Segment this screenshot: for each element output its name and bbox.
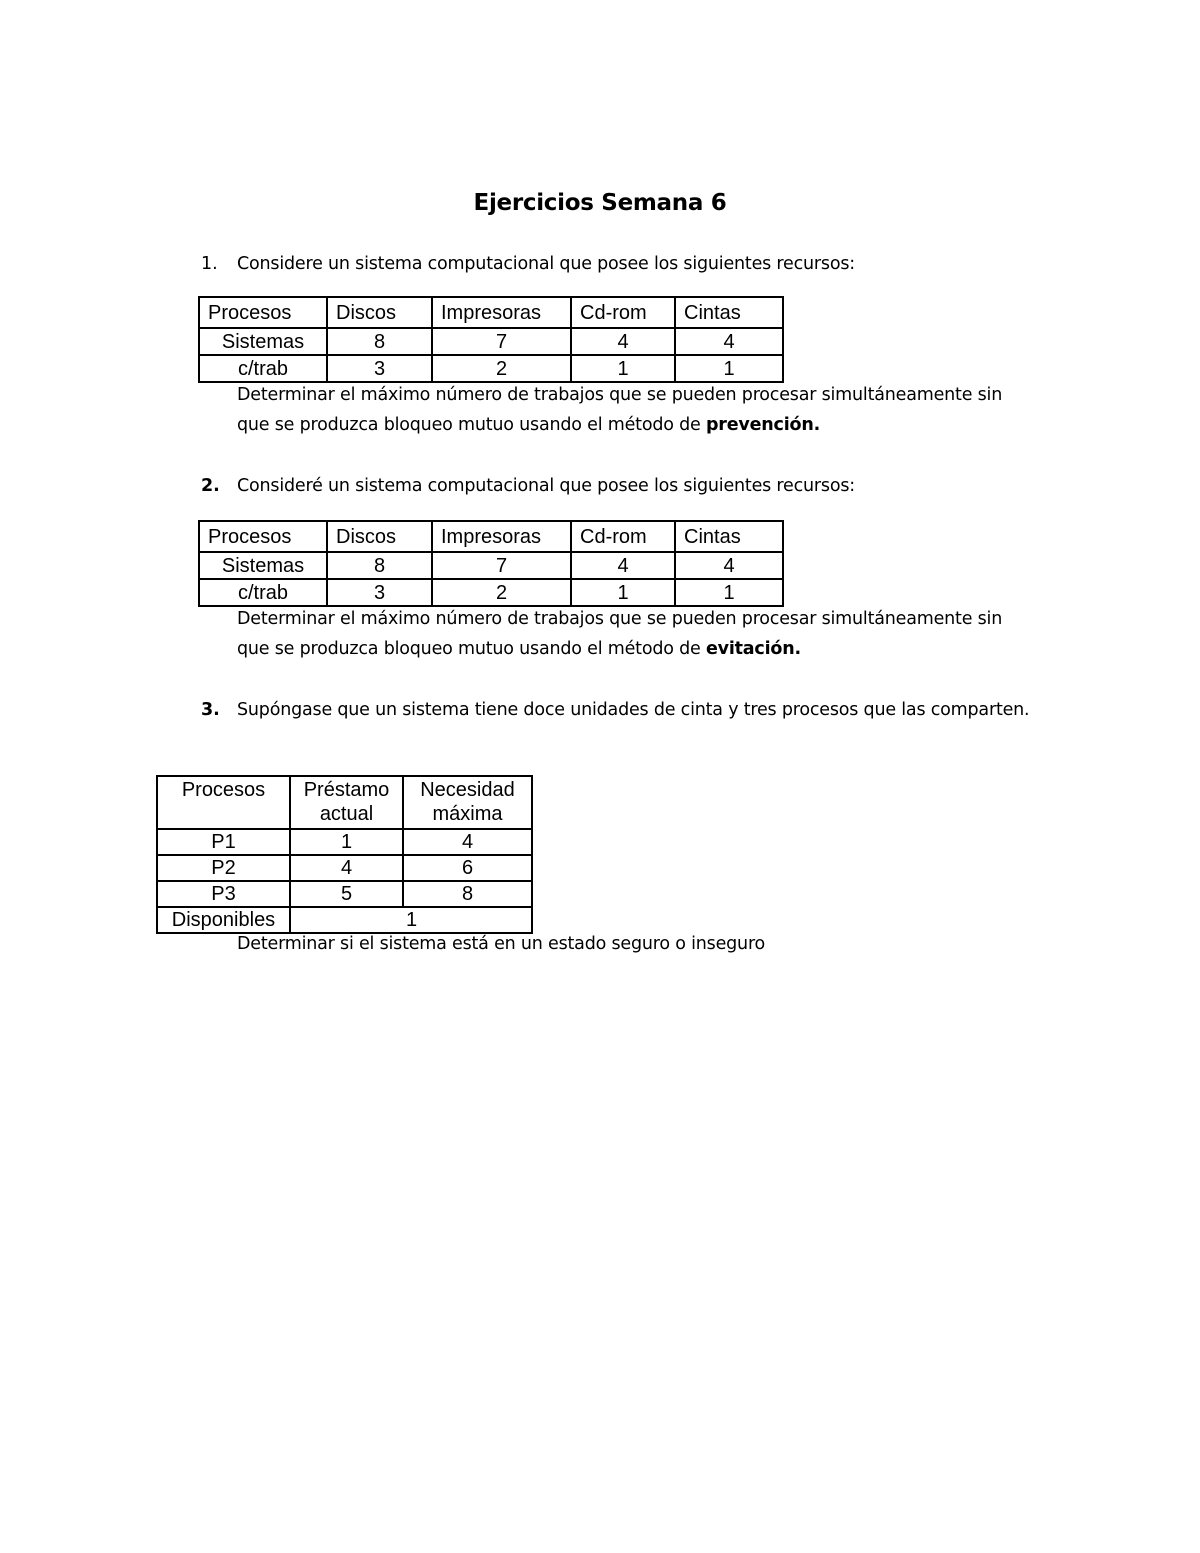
header-text: actual xyxy=(319,803,374,825)
table-cell: 4 xyxy=(571,328,675,355)
exercise-2-number: 2. xyxy=(201,476,220,496)
table-header-row xyxy=(199,521,783,552)
table-cell: c/trab xyxy=(199,579,327,606)
table-cell: 5 xyxy=(290,881,403,907)
table-cell: 1 xyxy=(675,355,783,382)
table-row xyxy=(199,355,783,382)
table-cell: Sistemas xyxy=(199,552,327,579)
table-cell: P1 xyxy=(157,829,290,855)
table-cell: 3 xyxy=(327,355,432,382)
table-row xyxy=(199,552,783,579)
header-cell: Procesos xyxy=(199,521,327,552)
header-cell: Cd-rom xyxy=(571,521,675,552)
question-line: Determinar el máximo número de trabajos que se pueden procesar simultáneamente sin xyxy=(237,609,1003,629)
header-text: máxima xyxy=(432,803,503,825)
table-cell: P3 xyxy=(157,881,290,907)
table-cell: 1 xyxy=(290,829,403,855)
table-cell: 6 xyxy=(403,855,532,881)
table-header-row xyxy=(199,297,783,328)
exercise-3-process-table xyxy=(156,775,533,934)
table-row xyxy=(199,328,783,355)
exercise-1-intro: Considere un sistema computacional que posee los siguientes recursos: xyxy=(237,254,855,274)
method-name: prevención. xyxy=(705,415,821,435)
header-cell: Procesos xyxy=(199,297,327,328)
header-text: Procesos xyxy=(181,779,266,801)
table-cell: 8 xyxy=(327,328,432,355)
question-line: que se produzca bloqueo mutuo usando el método de xyxy=(237,639,706,659)
exercise-2-intro: Consideré un sistema computacional que posee los siguientes recursos: xyxy=(237,476,855,496)
header-cell: Impresoras xyxy=(432,521,571,552)
question-line: Determinar el máximo número de trabajos que se pueden procesar simultáneamente sin xyxy=(237,385,1003,405)
exercise-1-question xyxy=(237,380,1033,440)
table-cell: 4 xyxy=(571,552,675,579)
table-header-row xyxy=(157,776,532,829)
table-cell: 8 xyxy=(403,881,532,907)
header-cell xyxy=(290,776,403,829)
table-cell: 7 xyxy=(432,328,571,355)
table-cell: 2 xyxy=(432,579,571,606)
exercise-2-question xyxy=(237,604,1033,664)
table-row xyxy=(157,829,532,855)
question-line: que se produzca bloqueo mutuo usando el método de xyxy=(237,415,706,435)
header-text: Necesidad xyxy=(420,779,515,801)
table-cell: 7 xyxy=(432,552,571,579)
table-cell: c/trab xyxy=(199,355,327,382)
table-cell: 4 xyxy=(403,829,532,855)
table-cell: 1 xyxy=(571,579,675,606)
table-cell: 4 xyxy=(290,855,403,881)
exercise-1-number: 1. xyxy=(201,254,218,274)
exercise-3-intro: Supóngase que un sistema tiene doce unidades de cinta y tres procesos que las comparten. xyxy=(237,700,1030,720)
table-cell: 2 xyxy=(432,355,571,382)
header-cell: Impresoras xyxy=(432,297,571,328)
header-cell xyxy=(403,776,532,829)
exercise-1-resource-table xyxy=(198,296,784,383)
table-cell: 4 xyxy=(675,552,783,579)
exercise-2-resource-table xyxy=(198,520,784,607)
exercise-3-question: Determinar si el sistema está en un estado seguro o inseguro xyxy=(237,934,766,954)
header-cell: Discos xyxy=(327,297,432,328)
page-title: Ejercicios Semana 6 xyxy=(473,190,727,216)
header-cell: Cintas xyxy=(675,297,783,328)
table-row xyxy=(199,579,783,606)
header-cell: Discos xyxy=(327,521,432,552)
table-cell: 1 xyxy=(675,579,783,606)
available-value: 1 xyxy=(290,907,532,933)
table-cell: 4 xyxy=(675,328,783,355)
available-label: Disponibles xyxy=(157,907,290,933)
header-cell: Cintas xyxy=(675,521,783,552)
table-cell: 3 xyxy=(327,579,432,606)
table-cell: 8 xyxy=(327,552,432,579)
table-cell: P2 xyxy=(157,855,290,881)
header-text: Préstamo xyxy=(303,779,390,801)
method-name: evitación. xyxy=(705,639,801,659)
table-row xyxy=(157,855,532,881)
header-cell xyxy=(157,776,290,829)
table-row xyxy=(157,881,532,907)
exercise-3-number: 3. xyxy=(201,700,220,720)
header-cell: Cd-rom xyxy=(571,297,675,328)
table-cell: Sistemas xyxy=(199,328,327,355)
table-cell: 1 xyxy=(571,355,675,382)
